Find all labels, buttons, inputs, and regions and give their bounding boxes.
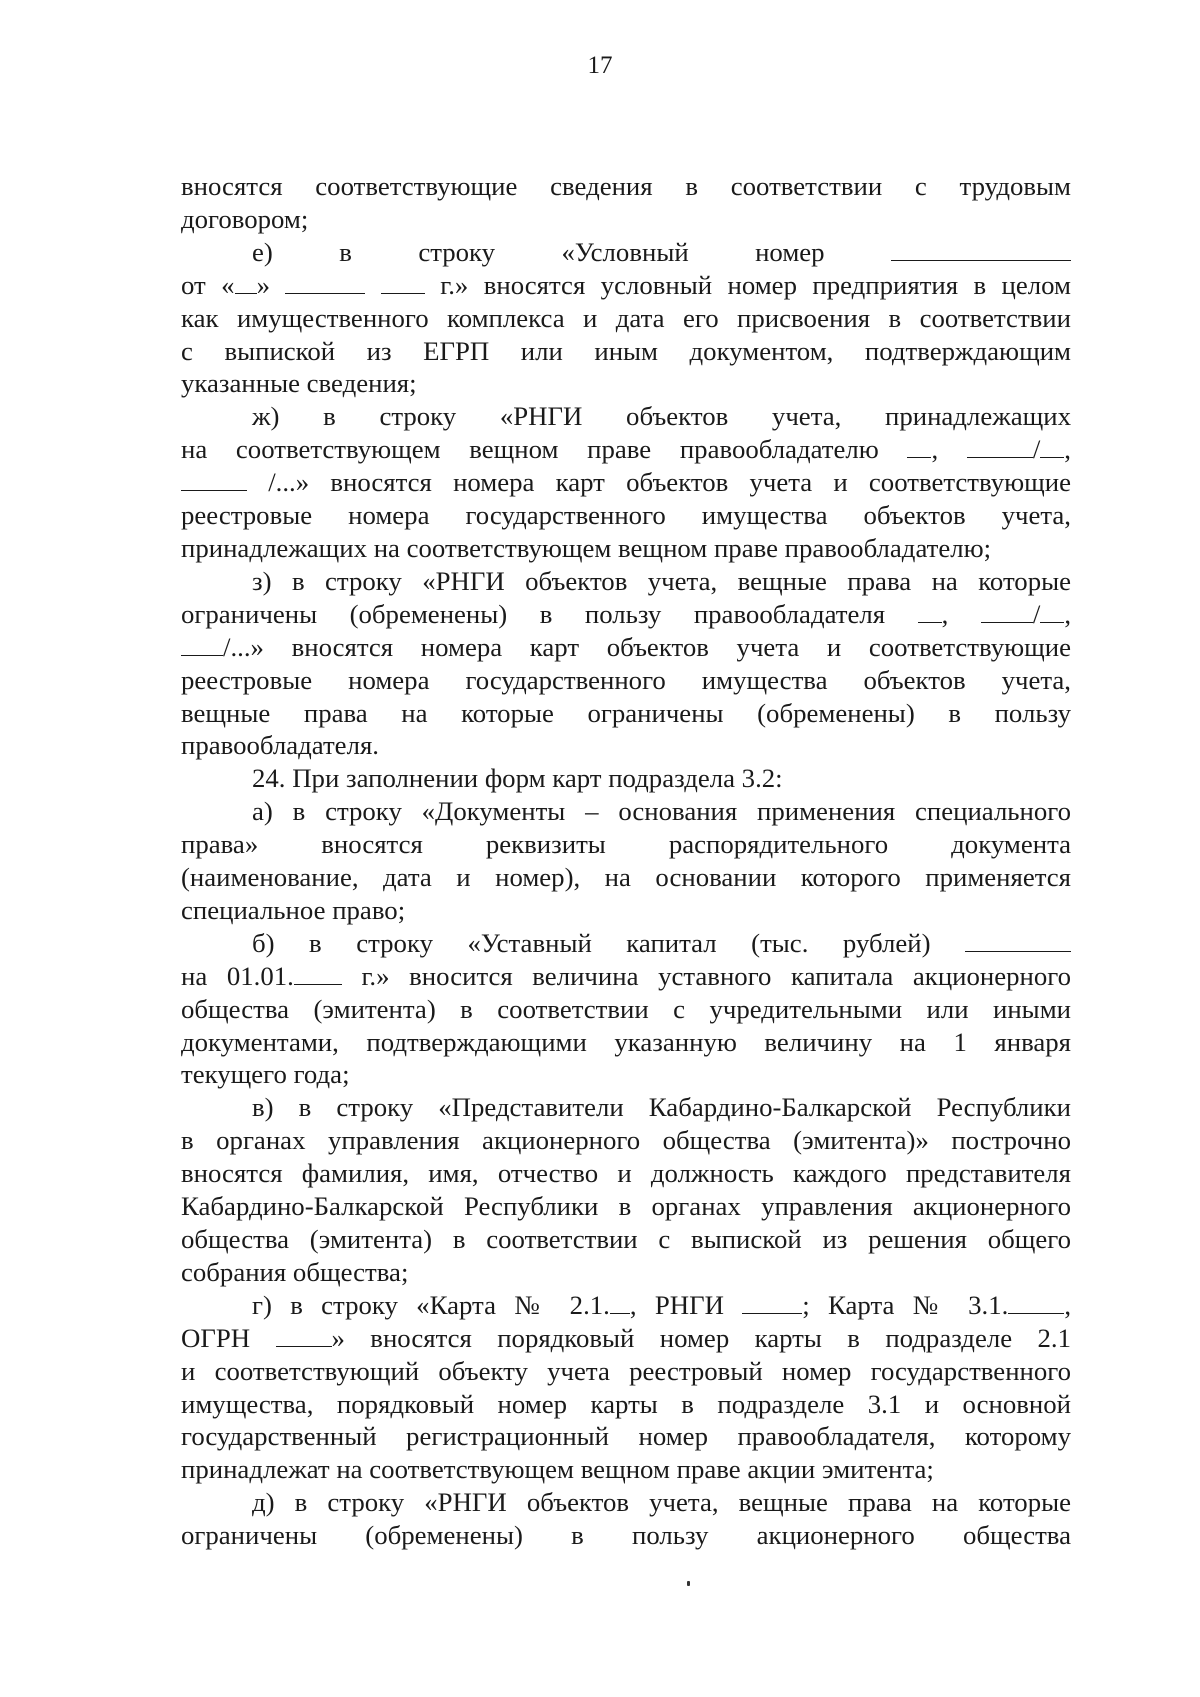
text-line: государственный регистрационный номер правообладателя, которому <box>181 1421 1071 1452</box>
paragraph-item-b <box>181 927 1071 1092</box>
text-line: 24. При заполнении форм карт подраздела 3.2: <box>252 763 783 794</box>
paragraph-item-zh <box>181 400 1071 565</box>
text-line: /...» вносятся номера карт объектов учета и соответствующие <box>181 466 1071 499</box>
fill-blank <box>285 271 365 294</box>
fill-blank <box>967 435 1033 458</box>
text-line: и соответствующий объекту учета реестровый номер государственного <box>181 1355 1071 1386</box>
text-line: ОГРН » вносятся порядковый номер карты в подразделе 2.1 <box>181 1322 1071 1353</box>
scan-speck <box>687 1581 690 1586</box>
text-line: е) в строку «Условный номер <box>181 236 1071 269</box>
text-line: специальное право; <box>181 894 406 925</box>
text-line: имущества, порядковый номер карты в подразделе 3.1 и основной <box>181 1388 1071 1419</box>
paragraph-item-a <box>181 795 1071 927</box>
text-line: ж) в строку «РНГИ объектов учета, принадлежащих <box>252 401 1071 432</box>
text-line: з) в строку «РНГИ объектов учета, вещные права на которые <box>252 565 1071 596</box>
text-line: собрания общества; <box>181 1256 409 1287</box>
paragraph-item-z <box>181 565 1071 762</box>
page-number: 17 <box>587 52 613 79</box>
text-line: в) в строку «Представители Кабардино-Балкарской Республики <box>252 1092 1071 1123</box>
fill-blank <box>742 1291 802 1314</box>
text-line: реестровые номера государственного имущества объектов учета, <box>181 664 1071 695</box>
text-line: как имущественного комплекса и дата его присвоения в соответствии <box>181 302 1071 333</box>
text-line: г) в строку «Карта № 2.1. , РНГИ ; Карта № 3.1. , <box>252 1289 1072 1320</box>
text-line: текущего года; <box>181 1059 350 1090</box>
text-line: общества (эмитента) в соответствии с учредительными или иными <box>181 993 1071 1024</box>
fill-blank <box>276 1324 332 1347</box>
fill-blank <box>1040 435 1064 458</box>
text-line: указанные сведения; <box>181 368 417 399</box>
text-line: от « » г.» вносятся условный номер предприятия в целом <box>181 269 1072 300</box>
text-line: принадлежат на соответствующем вещном праве акции эмитента; <box>181 1454 934 1485</box>
text-line: права» вносятся реквизиты распорядительного документа <box>181 829 1071 860</box>
text-line: с выпиской из ЕГРП или иным документом, подтверждающим <box>181 335 1071 366</box>
text-line: вносятся фамилия, имя, отчество и должность каждого представителя <box>181 1158 1071 1189</box>
fill-blank <box>381 271 425 294</box>
paragraph-item-g <box>181 1289 1071 1486</box>
fill-blank <box>610 1291 630 1314</box>
fill-blank <box>965 929 1071 952</box>
fill-blank <box>235 271 257 294</box>
paragraph-item-v <box>181 1091 1071 1288</box>
text-line: документами, подтверждающими указанную величину на 1 января <box>181 1026 1071 1057</box>
text-line: договором; <box>181 203 309 234</box>
text-line: /...» вносятся номера карт объектов учета и соответствующие <box>181 631 1071 664</box>
fill-blank <box>918 600 942 623</box>
text-line: на соответствующем вещном праве правообладателю , / , <box>181 434 1071 465</box>
text-line: реестровые номера государственного имущества объектов учета, <box>181 500 1071 531</box>
text-line: вносятся соответствующие сведения в соответствии с трудовым <box>181 171 1071 201</box>
fill-blank <box>181 633 223 656</box>
text-line: (наименование, дата и номер), на основании которого применяется <box>181 862 1071 893</box>
text-line: ограничены (обременены) в пользу акционерного общества <box>181 1520 1071 1551</box>
text-line: в органах управления акционерного общества (эмитента)» построчно <box>181 1125 1071 1156</box>
text-line: а) в строку «Документы – основания применения специального <box>252 796 1071 827</box>
text-line: Кабардино-Балкарской Республики в органах управления акционерного <box>181 1191 1071 1222</box>
fill-blank <box>181 468 247 491</box>
document-body <box>181 170 1071 1552</box>
text-line: ограничены (обременены) в пользу правообладателя , / , <box>181 598 1072 629</box>
paragraph-item-e <box>181 236 1071 401</box>
paragraph-clause-24 <box>181 762 1071 795</box>
text-line: б) в строку «Уставный капитал (тыс. рублей) <box>181 927 1071 960</box>
text-line: д) в строку «РНГИ объектов учета, вещные права на которые <box>252 1487 1071 1518</box>
fill-blank <box>891 238 1071 261</box>
fill-blank <box>294 962 342 985</box>
fill-blank <box>981 600 1033 623</box>
fill-blank <box>1008 1291 1064 1314</box>
text-line: принадлежащих на соответствующем вещном праве правообладателю; <box>181 532 992 563</box>
fill-blank <box>1040 600 1064 623</box>
text-line: правообладателя. <box>181 730 379 761</box>
text-line: вещные права на которые ограничены (обременены) в пользу <box>181 697 1071 728</box>
paragraph-continuation <box>181 170 1071 236</box>
text-line: на 01.01. г.» вносится величина уставного капитала акционерного <box>181 960 1071 991</box>
fill-blank <box>907 435 931 458</box>
paragraph-item-d <box>181 1486 1071 1552</box>
text-line: общества (эмитента) в соответствии с выпиской из решения общего <box>181 1224 1071 1254</box>
